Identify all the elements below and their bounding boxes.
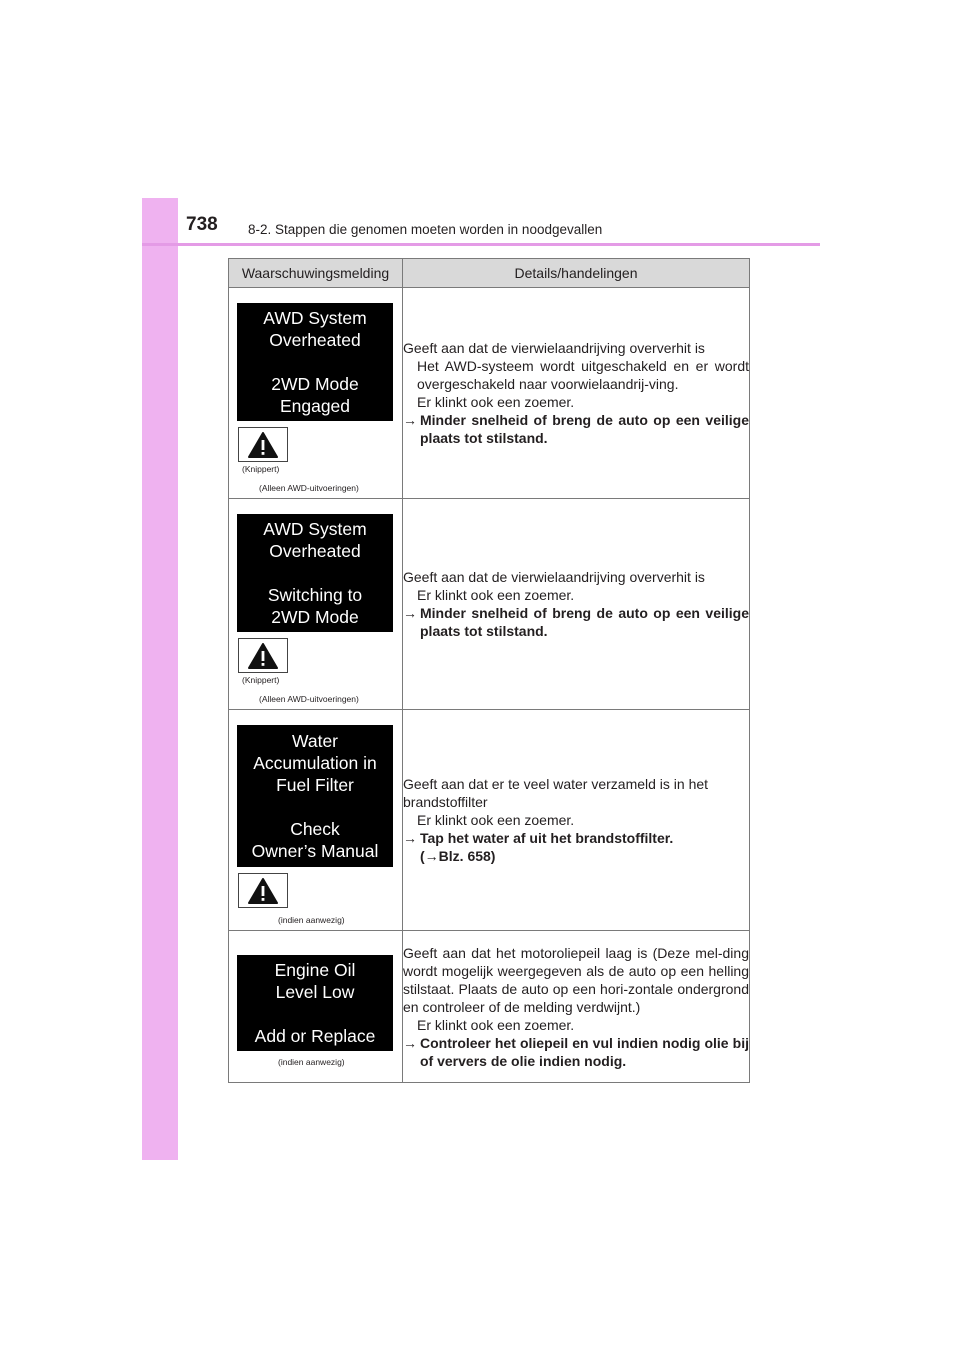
screen-line: AWD System	[263, 519, 367, 539]
detail-text: Geeft aan dat het motoroliepeil laag is (Deze mel-ding wordt mogelijk weergegeven als de auto op een helling stilstaat. Plaats de auto op een hori-zontale ondergrond en controleer of de melding verdwijnt.)	[403, 944, 749, 1015]
display-screen	[237, 725, 393, 867]
warning-triangle-icon	[238, 638, 288, 673]
screen-line: AWD System	[263, 308, 367, 328]
arrow-icon: →	[403, 830, 417, 846]
warning-table	[228, 258, 750, 1083]
screen-line: Owner’s Manual	[251, 841, 379, 861]
screen-line: 2WD Mode	[271, 374, 359, 394]
details-cell	[403, 288, 750, 499]
display-screen	[237, 955, 393, 1051]
screen-line: Overheated	[269, 330, 361, 350]
warning-triangle-icon	[238, 873, 288, 908]
page-reference: Blz. 658)	[438, 848, 496, 864]
table-row	[229, 710, 750, 931]
model-note: (indien aanwezig)	[278, 1057, 345, 1067]
action-text	[403, 829, 749, 865]
screen-line: Water	[291, 731, 339, 751]
action-label: Controleer het oliepeil en vul indien nodig olie bij of ververs de olie indien nodig.	[420, 1034, 749, 1069]
buzzer-text: Er klinkt ook een zoemer.	[417, 812, 575, 828]
detail-text: Geeft aan dat de vierwielaandrijving oververhit is	[403, 340, 705, 356]
table-header-row	[229, 259, 750, 288]
ref-open: (	[420, 848, 425, 864]
action-label: Tap het water af uit het brandstoffilter.	[420, 830, 674, 846]
action-text	[403, 411, 749, 447]
side-tab	[142, 198, 178, 1160]
message-cell	[229, 288, 403, 499]
screen-line: Check	[290, 819, 340, 839]
detail-text: Het AWD-systeem wordt uitgeschakeld en er wordt overgeschakeld naar voorwielaandrij-ving.	[417, 358, 749, 392]
blink-note: (Knippert)	[242, 464, 280, 474]
model-note: (Alleen AWD-uitvoeringen)	[259, 483, 359, 493]
screen-line: Level Low	[275, 982, 355, 1002]
screen-line: 2WD Mode	[271, 607, 359, 627]
page-number: 738	[186, 214, 218, 235]
detail-text: Geeft aan dat de vierwielaandrijving oververhit is	[403, 569, 705, 585]
screen-line: Engine Oil	[274, 960, 356, 980]
message-cell	[229, 710, 403, 931]
table-row	[229, 499, 750, 710]
warning-triangle-icon	[238, 427, 288, 462]
action-text	[403, 1034, 749, 1070]
display-screen	[237, 514, 393, 632]
action-label: Minder snelheid of breng de auto op een veilige plaats tot stilstand.	[420, 605, 749, 639]
column-header-message: Waarschuwingsmelding	[229, 259, 403, 288]
message-cell	[229, 499, 403, 710]
details-cell	[403, 710, 750, 931]
buzzer-text: Er klinkt ook een zoemer.	[417, 394, 575, 410]
screen-line: Add or Replace	[254, 1026, 376, 1046]
header-rule	[142, 243, 820, 246]
details-cell	[403, 931, 750, 1083]
arrow-icon: →	[403, 412, 417, 428]
detail-text: Geeft aan dat er te veel water verzameld is in het brandstoffilter	[403, 776, 709, 810]
display-screen	[237, 303, 393, 421]
screen-line: Switching to	[267, 585, 363, 605]
blink-note: (Knippert)	[242, 675, 280, 685]
model-note: (indien aanwezig)	[278, 915, 345, 925]
screen-line: Accumulation in	[253, 753, 377, 773]
table-row	[229, 931, 750, 1083]
column-header-details: Details/handelingen	[403, 259, 750, 288]
screen-line: Fuel Filter	[276, 775, 354, 795]
arrow-icon: →	[403, 1034, 417, 1051]
action-text	[403, 604, 749, 640]
buzzer-text: Er klinkt ook een zoemer.	[417, 1016, 575, 1033]
action-label: Minder snelheid of breng de auto op een veilige plaats tot stilstand.	[420, 412, 749, 446]
details-cell	[403, 499, 750, 710]
arrow-icon: →	[424, 848, 439, 864]
screen-line: Engaged	[279, 396, 351, 416]
message-cell	[229, 931, 403, 1083]
buzzer-text: Er klinkt ook een zoemer.	[417, 587, 575, 603]
section-title: 8-2. Stappen die genomen moeten worden in noodgevallen	[248, 222, 603, 237]
model-note: (Alleen AWD-uitvoeringen)	[259, 694, 359, 704]
arrow-icon: →	[403, 605, 417, 621]
screen-line: Overheated	[269, 541, 361, 561]
table-row	[229, 288, 750, 499]
